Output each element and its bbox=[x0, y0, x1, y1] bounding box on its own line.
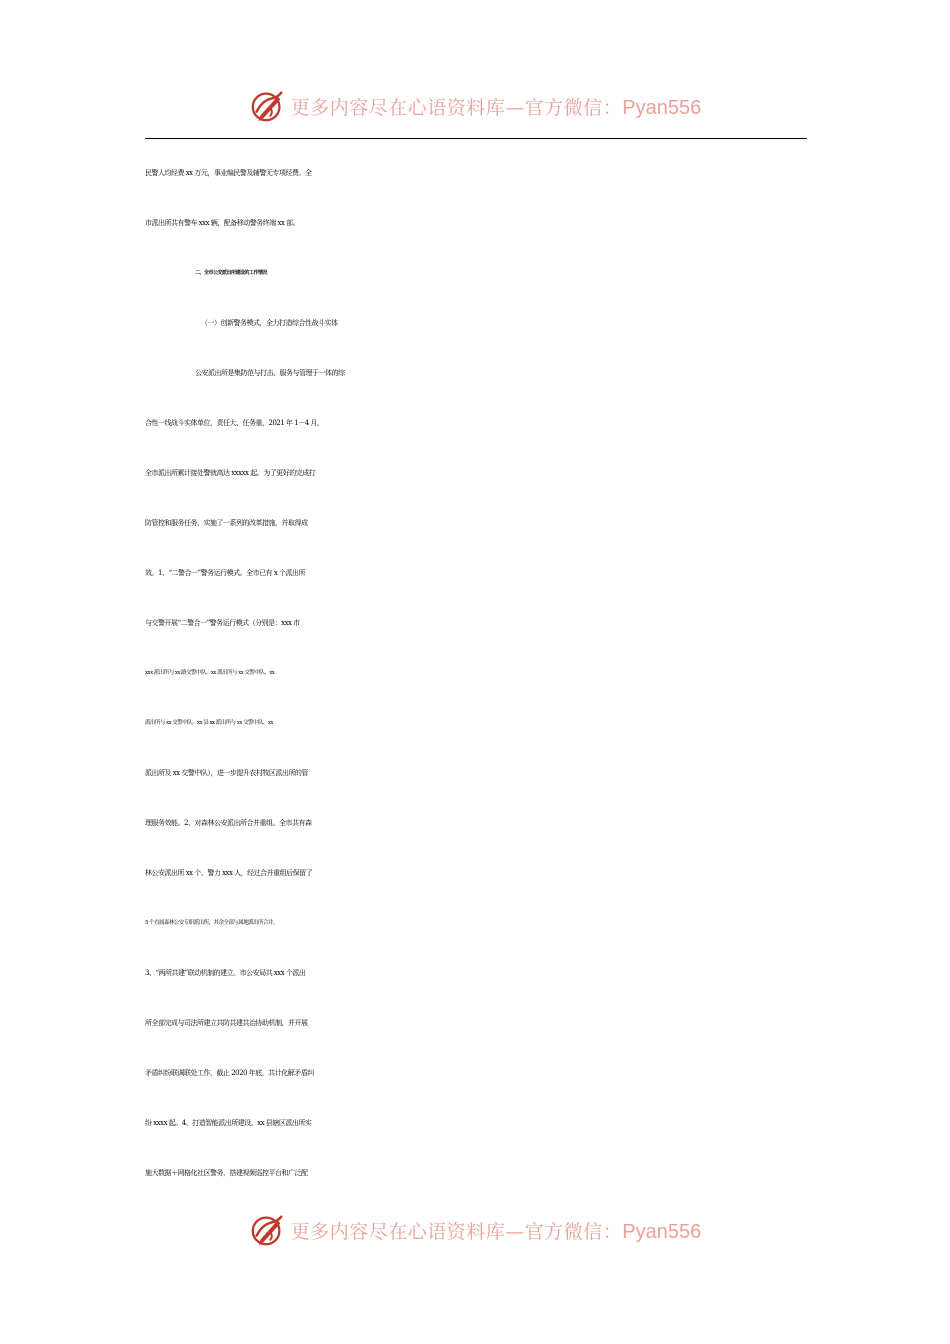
body-line: 防管控和服务任务，实施了一系列的改革措施，并取得成 bbox=[145, 519, 308, 527]
body-line: 3、“两所共建”联动机制的建立。市公安局共 xxx 个派出 bbox=[145, 969, 306, 977]
body-line: xxx 派出所与 xx 路交警中队、xx 派出所与 xx 交警中队、xx bbox=[145, 670, 275, 676]
pen-seal-logo-icon bbox=[249, 87, 287, 125]
header-divider bbox=[145, 138, 807, 139]
body-line: 全市派出所累计接处警就高达 xxxxx 起。为了更好的完成打 bbox=[145, 469, 316, 477]
footer-wechat-id: Pyan556 bbox=[622, 1220, 702, 1243]
body-line: 派出所与 xx 交警中队、xx 县 xx 派出所与 xx 交警中队、xx bbox=[145, 720, 273, 726]
header-banner bbox=[0, 84, 950, 128]
body-line: 理服务效能。2、对森林公安派出所合并重组。全市共有森 bbox=[145, 819, 312, 827]
subsection-heading: （一）创新警务模式，全力打造综合性战斗实体 bbox=[201, 319, 338, 327]
body-line: 与交警开展“二警合一”警务运行模式（分别是：xxx 市 bbox=[145, 619, 300, 627]
body-line: 合性一线战斗实体单位，责任大、任务重，2021 年 1－4 月， bbox=[145, 419, 324, 427]
body-line: 纷 xxxx 起。4、打造智能派出所建设。xx 县辖区派出所实 bbox=[145, 1119, 312, 1127]
footer-banner bbox=[0, 1208, 950, 1252]
footer-banner-text: 更多内容尽在心语资料库—官方微信：Pyan556 bbox=[290, 1220, 702, 1243]
body-line: 效。1、“二警合一”警务运行模式。全市已有 x 个派出所 bbox=[145, 569, 306, 577]
body-line: 5 个直属森林公安专职派出所，其余全部与属地派出所合并。 bbox=[145, 920, 278, 926]
header-banner-text: 更多内容尽在心语资料库—官方微信：Pyan556 bbox=[290, 96, 702, 119]
section-heading: 二、全市公安派出所建设的工作情况 bbox=[195, 270, 268, 276]
body-line: 公安派出所是集防范与打击、服务与管理于一体的综 bbox=[195, 369, 345, 377]
body-line: 施大数据＋网格化社区警务，搭建视频巡控平台和广泛配 bbox=[145, 1169, 308, 1177]
header-wechat-id: Pyan556 bbox=[622, 96, 702, 119]
body-line: 矛盾纠纷联调联处工作，截止 2020 年底，共计化解矛盾纠 bbox=[145, 1069, 314, 1077]
body-line: 派出所及 xx 交警中队），进一步提升农村牧区派出所的管 bbox=[145, 769, 308, 777]
body-line: 民警人均经费 xx 万元，事业编民警及辅警无专项经费。全 bbox=[145, 169, 312, 177]
document-body bbox=[145, 148, 813, 1198]
body-line: 市派出所共有警车 xxx 辆，配备移动警务终端 xx 部。 bbox=[145, 219, 300, 227]
body-line: 所全部完成与司法所建立共防共建共治协助机制，并开展 bbox=[145, 1019, 308, 1027]
body-line: 林公安派出所 xx 个、警力 xxx 人，经过合并重组后保留了 bbox=[145, 869, 313, 877]
pen-seal-logo-icon bbox=[249, 1211, 287, 1249]
